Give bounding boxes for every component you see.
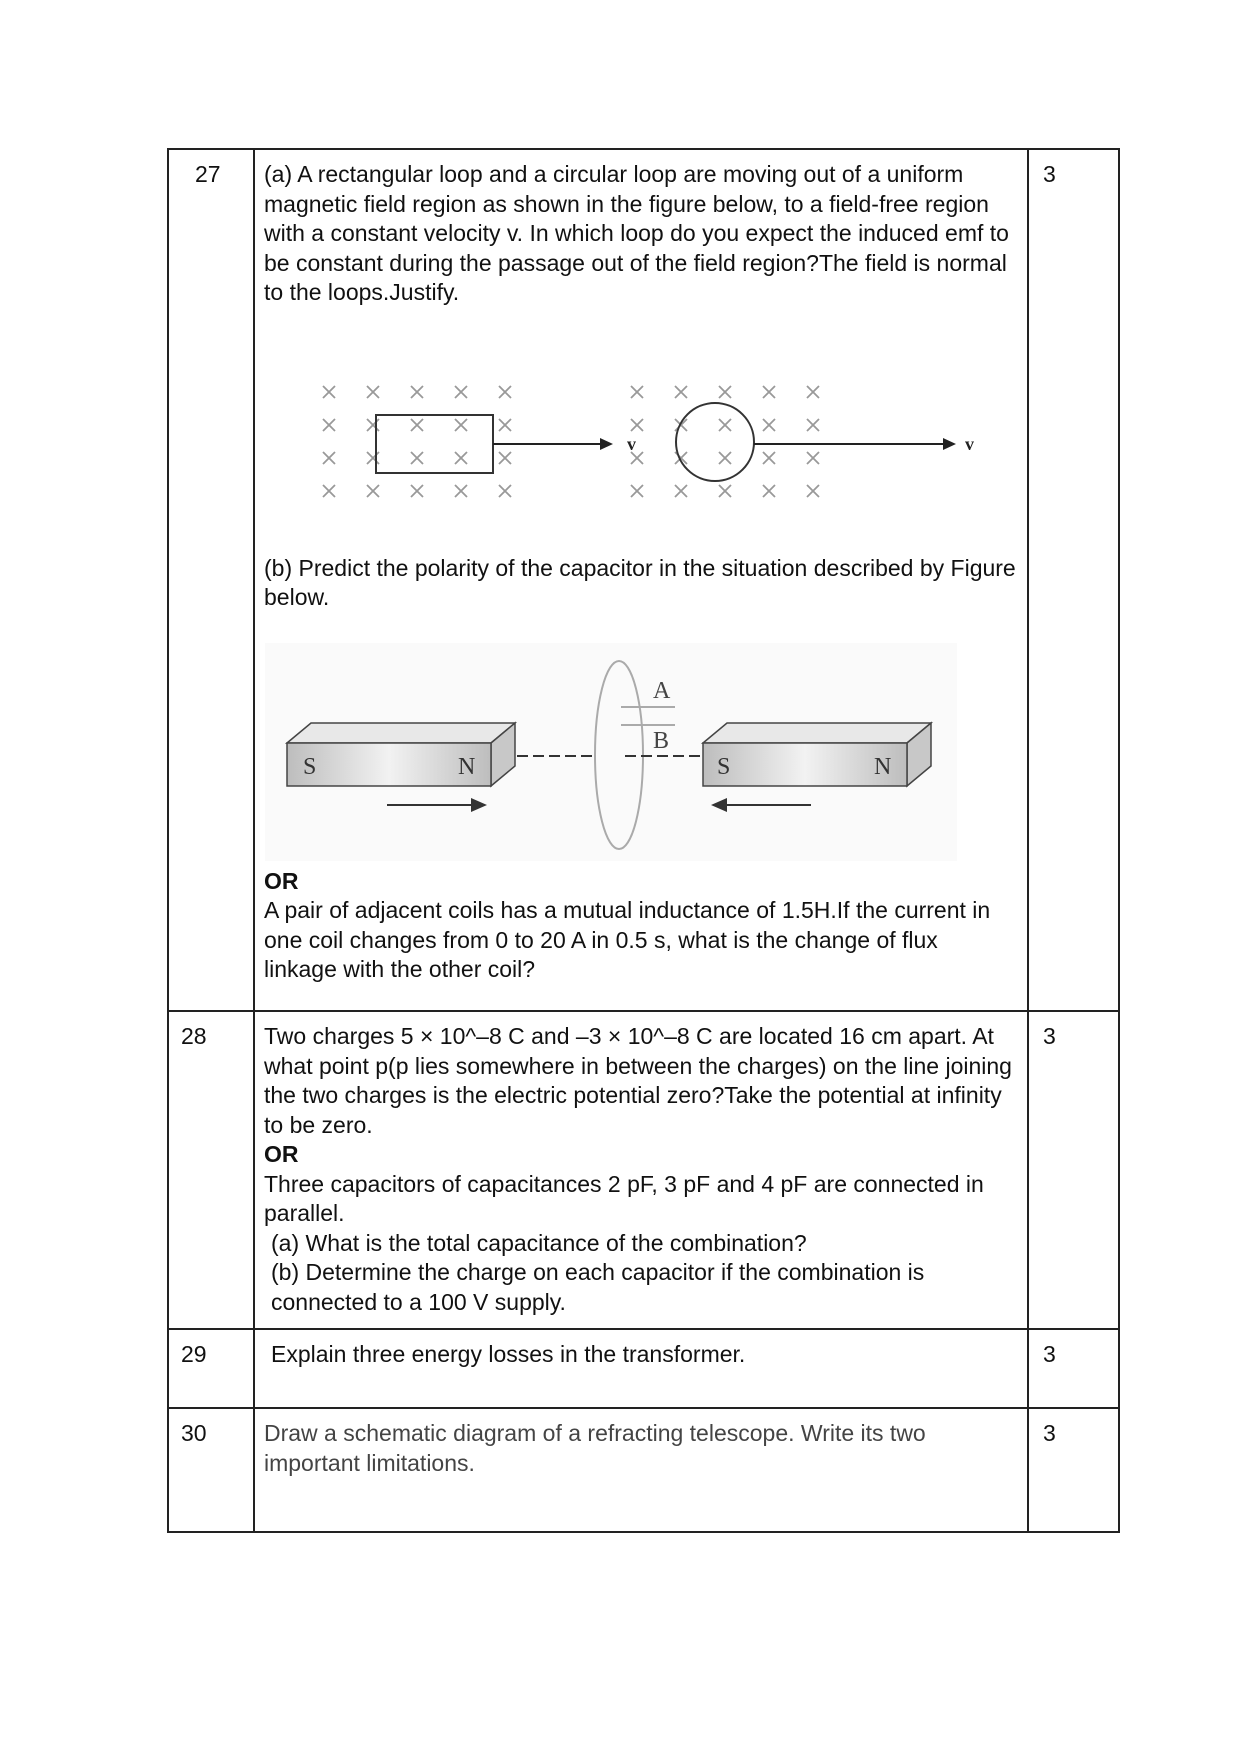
field-cross-mark xyxy=(631,386,643,398)
field-cross-mark xyxy=(807,419,819,431)
left-magnet-south: S xyxy=(303,753,317,780)
question-number: 27 xyxy=(168,149,254,1011)
plate-b-label: B xyxy=(653,727,670,754)
field-cross-mark xyxy=(807,452,819,464)
field-cross-mark xyxy=(411,386,423,398)
q28-sub-a: (a) What is the total capacitance of the combination? xyxy=(271,1229,807,1256)
question-body xyxy=(254,1011,1028,1329)
question-number: 30 xyxy=(168,1408,254,1532)
field-cross-mark xyxy=(411,452,423,464)
arrowhead-right xyxy=(943,438,956,450)
q30-text: Draw a schematic diagram of a refracting telescope. Write its two important limitations. xyxy=(264,1420,926,1476)
field-cross-mark xyxy=(719,419,731,431)
field-cross-mark xyxy=(719,485,731,497)
plate-a-label: A xyxy=(653,677,671,704)
field-cross-mark xyxy=(631,485,643,497)
field-cross-mark xyxy=(763,485,775,497)
field-cross-mark xyxy=(367,386,379,398)
question-row-30 xyxy=(168,1408,1119,1532)
field-cross-mark xyxy=(411,419,423,431)
question-marks: 3 xyxy=(1028,1011,1119,1329)
field-cross-mark xyxy=(807,386,819,398)
field-cross-mark xyxy=(367,452,379,464)
field-cross-mark xyxy=(719,452,731,464)
field-cross-mark xyxy=(367,419,379,431)
field-cross-mark xyxy=(719,386,731,398)
question-table xyxy=(167,148,1120,1533)
left-motion-arrowhead xyxy=(471,798,487,812)
field-cross-mark xyxy=(323,419,335,431)
field-cross-mark xyxy=(499,452,511,464)
arrowhead-left xyxy=(600,438,613,450)
q28-sub-b xyxy=(264,1258,1017,1317)
question-row-28 xyxy=(168,1011,1119,1329)
q27-alternative: A pair of adjacent coils has a mutual inductance of 1.5H.If the current in one coil changes from 0 to 20 A in 0.5 s, what is the change of flux linkage with the other coil? xyxy=(264,897,991,982)
field-cross-mark xyxy=(323,485,335,497)
left-bar-magnet xyxy=(287,723,515,786)
right-bar-magnet xyxy=(703,723,931,786)
field-cross-mark xyxy=(499,386,511,398)
field-cross-mark xyxy=(367,485,379,497)
question-number: 28 xyxy=(168,1011,254,1329)
field-cross-mark xyxy=(763,452,775,464)
magnets-capacitor-figure xyxy=(265,643,957,861)
right-magnet-north: N xyxy=(874,753,892,780)
question-marks: 3 xyxy=(1028,149,1119,1011)
field-cross-mark xyxy=(455,419,467,431)
field-cross-mark xyxy=(763,386,775,398)
velocity-label-right: v xyxy=(965,433,974,454)
rect-loop-field xyxy=(323,386,511,497)
question-body xyxy=(254,149,1028,1011)
question-body xyxy=(254,1408,1028,1532)
q28-text: Two charges 5 × 10^–8 C and –3 × 10^–8 C are located 16 cm apart. At what point p(p lies somewhere in between the charges) on the line joining the two charges is the electric potential zero?Take the potential at infinity to be zero. xyxy=(264,1023,1012,1138)
q27-part-a: (a) A rectangular loop and a circular loop are moving out of a uniform magnetic field region as shown in the figure below, to a field-free region with a constant velocity v. In which loop do you expect the induced emf to be constant during the passage out of the field region?The field is normal to the loops.Justify. xyxy=(264,161,1009,305)
field-cross-mark xyxy=(807,485,819,497)
question-body xyxy=(254,1329,1028,1408)
q28-alternative: Three capacitors of capacitances 2 pF, 3 pF and 4 pF are connected in parallel. xyxy=(264,1170,984,1226)
field-cross-mark xyxy=(411,485,423,497)
field-cross-mark xyxy=(499,419,511,431)
q27-part-b: (b) Predict the polarity of the capacitor in the situation described by Figure below. xyxy=(264,554,1016,610)
field-cross-mark xyxy=(631,452,643,464)
right-motion-arrowhead xyxy=(711,798,727,812)
question-row-27 xyxy=(168,149,1119,1011)
field-cross-mark xyxy=(631,419,643,431)
question-row-29 xyxy=(168,1329,1119,1408)
left-magnet-north: N xyxy=(458,753,476,780)
question-marks: 3 xyxy=(1028,1408,1119,1532)
field-cross-mark xyxy=(499,485,511,497)
field-cross-mark xyxy=(455,386,467,398)
circular-loop xyxy=(676,403,754,481)
field-cross-mark xyxy=(675,386,687,398)
question-number: 29 xyxy=(168,1329,254,1408)
question-marks: 3 xyxy=(1028,1329,1119,1408)
q29-text: Explain three energy losses in the transformer. xyxy=(271,1341,746,1367)
field-cross-mark xyxy=(455,485,467,497)
velocity-label-left: v xyxy=(627,433,636,454)
field-cross-mark xyxy=(323,452,335,464)
moving-loops-figure xyxy=(315,384,975,516)
field-cross-mark xyxy=(675,485,687,497)
q27-or-label: OR xyxy=(264,867,299,894)
rectangular-loop xyxy=(376,415,493,473)
q28-sub-b-text: (b) Determine the charge on each capacitor if the combination is connected to a 100 V supply. xyxy=(271,1259,925,1315)
right-magnet-south: S xyxy=(717,753,731,780)
field-cross-mark xyxy=(763,419,775,431)
q28-or-label: OR xyxy=(264,1141,299,1167)
field-cross-mark xyxy=(455,452,467,464)
